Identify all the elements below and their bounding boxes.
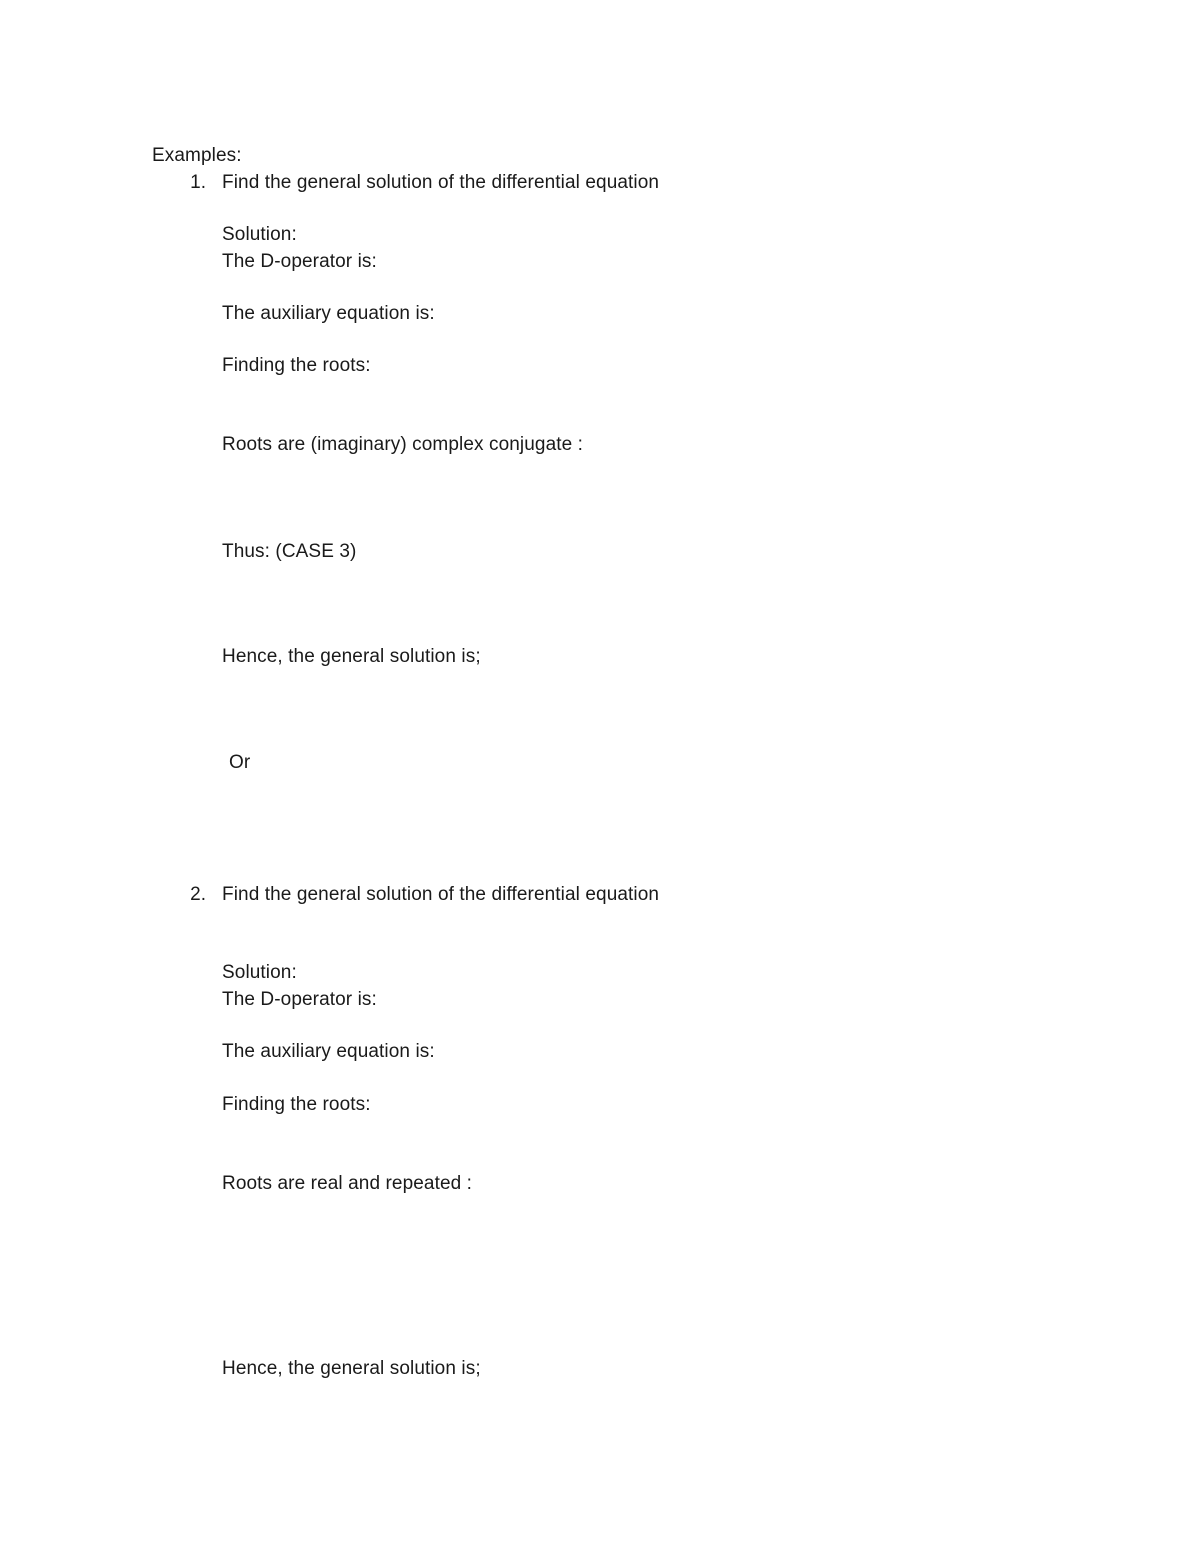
example-2-roots-type-label: Roots are real and repeated : bbox=[222, 1173, 473, 1194]
example-1-auxiliary-equation-label: The auxiliary equation is: bbox=[222, 303, 435, 324]
example-1-general-solution-label: Hence, the general solution is; bbox=[222, 646, 481, 667]
example-2-general-solution-label: Hence, the general solution is; bbox=[222, 1358, 481, 1379]
example-2-auxiliary-equation-label: The auxiliary equation is: bbox=[222, 1041, 435, 1062]
example-1-d-operator-label: The D-operator is: bbox=[222, 251, 377, 272]
example-1-roots-type-label: Roots are (imaginary) complex conjugate : bbox=[222, 434, 584, 455]
example-1-or-label: Or bbox=[229, 752, 251, 773]
example-2-solution-label: Solution: bbox=[222, 962, 297, 983]
example-2-d-operator-label: The D-operator is: bbox=[222, 989, 377, 1010]
example-1-number: 1. bbox=[190, 172, 206, 193]
example-2-prompt: Find the general solution of the differential equation bbox=[222, 884, 660, 905]
example-2-finding-roots-label: Finding the roots: bbox=[222, 1094, 371, 1115]
example-1-finding-roots-label: Finding the roots: bbox=[222, 355, 371, 376]
example-2-number: 2. bbox=[190, 884, 206, 905]
example-1-prompt: Find the general solution of the differential equation bbox=[222, 172, 660, 193]
example-1-solution-label: Solution: bbox=[222, 224, 297, 245]
example-1-case-label: Thus: (CASE 3) bbox=[222, 541, 357, 562]
examples-heading: Examples: bbox=[152, 145, 242, 166]
